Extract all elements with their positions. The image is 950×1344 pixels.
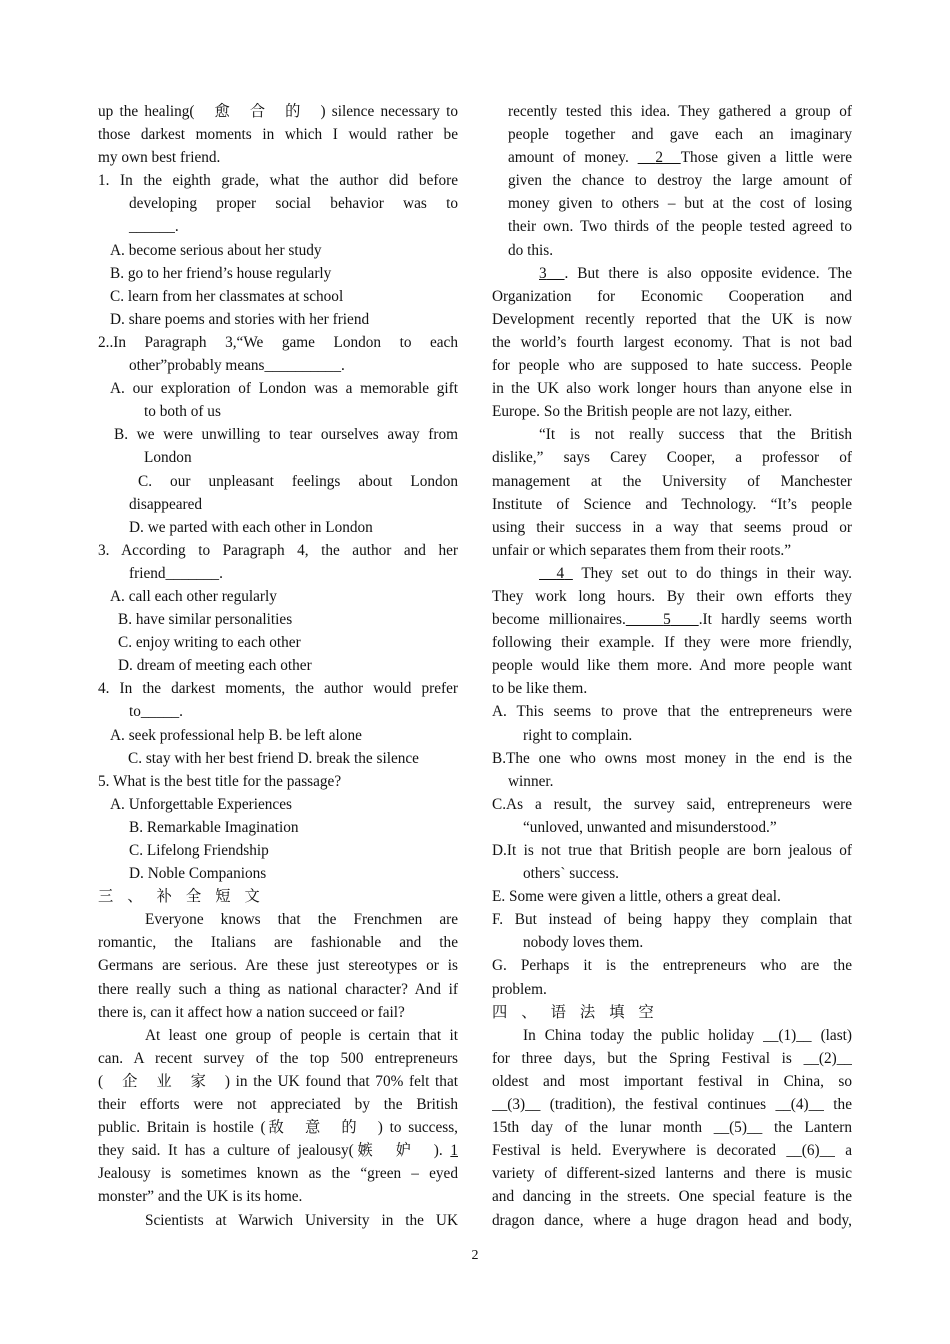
passage-text: . But there is also opposite evidence. The — [564, 264, 852, 282]
passage-text: .It hardly seems worth — [698, 611, 852, 629]
blank-2-number: 2 — [655, 149, 663, 167]
blank-1: 1 — [450, 1142, 458, 1160]
passage-line: people together and gave each an imaginary — [508, 126, 852, 144]
question-3-option-c: C. enjoy writing to each other — [118, 634, 301, 652]
passage-line: “It is not really success that the British — [539, 426, 852, 444]
question-2-stem: 2..In Paragraph 3,“We game London to each — [98, 333, 458, 351]
grammar-line: Festival is held. Everywhere is decorated __(6)__ a — [492, 1142, 852, 1160]
passage-line: can. A recent survey of the top 500 entrepreneurs — [98, 1049, 458, 1067]
blank-2 — [638, 149, 681, 166]
passage-text: They set out to do things in their way. — [581, 564, 852, 582]
passage-line — [98, 1139, 458, 1162]
question-5-option-b: B. Remarkable Imagination — [129, 818, 299, 836]
option-f: F. But instead of being happy they complain that — [492, 911, 852, 929]
right-column — [492, 100, 852, 1232]
section-heading-4: 四、语法填空 — [492, 1003, 668, 1021]
passage-line: given the chance to destroy the large amount of — [508, 172, 852, 190]
passage-line — [492, 146, 852, 169]
passage-line: their efforts were not appreciated by the British — [98, 1096, 458, 1114]
passage-line: their own. Two thirds of the people tested agreed to — [508, 218, 852, 236]
question-3-option-b: B. have similar personalities — [118, 611, 293, 629]
passage-line: for people who are supposed to hate success. People — [492, 357, 852, 375]
question-5-option-d: D. Noble Companions — [129, 865, 267, 883]
blank-4-number: 4 — [556, 564, 565, 582]
option-a: right to complain. — [523, 726, 633, 744]
blank-5 — [626, 611, 699, 628]
question-3-option-d: D. dream of meeting each other — [118, 657, 312, 675]
text-line: up the healing( 愈 合 的 ) silence necessary to — [98, 103, 458, 120]
grammar-line: variety of different-sized lanterns and there is music — [492, 1165, 852, 1183]
passage-line: At least one group of people is certain that it — [145, 1026, 458, 1044]
passage-line — [492, 562, 852, 585]
passage-line: monster” and the UK is its home. — [98, 1188, 303, 1206]
question-2-option-a: A. our exploration of London was a memorable gift — [110, 380, 458, 398]
option-f: nobody loves them. — [523, 934, 644, 952]
question-5-stem: 5. What is the best title for the passage? — [98, 772, 342, 790]
left-column — [98, 100, 458, 1232]
grammar-line: __(3)__ (tradition), the festival continues __(4)__ the — [492, 1096, 852, 1114]
passage-line: to be like them. — [492, 680, 588, 698]
grammar-line: for three days, but the Spring Festival is __(2)__ — [492, 1049, 852, 1067]
text-line: those darkest moments in which I would rather be — [98, 126, 458, 144]
question-1-option-b: B. go to her friend’s house regularly — [110, 264, 332, 282]
passage-line: ( 企 业 家 ) in the UK found that 70% felt that — [98, 1072, 458, 1090]
passage-line: using their success in a way that seems proud or — [492, 518, 852, 536]
question-3-option-a: A. call each other regularly — [110, 587, 277, 605]
option-b: winner. — [508, 772, 554, 790]
grammar-line: dragon dance, where a huge dragon head and body, — [492, 1211, 852, 1229]
passage-line: do this. — [508, 241, 554, 259]
grammar-line: and dancing in the streets. One special feature is the — [492, 1188, 852, 1206]
option-b: B.The one who owns most money in the end is the — [492, 749, 852, 767]
passage-line: Everyone knows that the Frenchmen are — [145, 911, 458, 929]
option-a: A. This seems to prove that the entrepreneurs were — [492, 703, 852, 721]
question-1-option-d: D. share poems and stories with her friend — [110, 310, 370, 328]
question-2-stem: other”probably means__________. — [129, 357, 345, 375]
question-1-stem: ______. — [129, 218, 179, 236]
option-g: G. Perhaps it is the entrepreneurs who are the — [492, 957, 852, 975]
passage-line: in the UK also work longer hours than anyone else in — [492, 380, 852, 398]
passage-line: Scientists at Warwich University in the UK — [145, 1211, 458, 1229]
question-5-option-a: A. Unforgettable Experiences — [110, 795, 292, 813]
passage-line: the world’s fourth largest economy. That is not bad — [492, 333, 852, 351]
question-5-option-c: C. Lifelong Friendship — [129, 842, 269, 859]
passage-line: Germans are serious. Are these just stereotypes or is — [98, 957, 458, 975]
option-c: “unloved, unwanted and misunderstood.” — [523, 818, 777, 836]
grammar-line: In China today the public holiday __(1)__ (last) — [523, 1026, 852, 1044]
grammar-line: 15th day of the lunar month __(5)__ the Lantern — [492, 1119, 852, 1137]
option-e: E. Some were given a little, others a great deal. — [492, 888, 781, 906]
question-4-stem: 4. In the darkest moments, the author would prefer — [98, 680, 458, 698]
passage-text: become millionaires. — [492, 611, 626, 629]
blank-3 — [539, 265, 565, 282]
passage-line: romantic, the Italians are fashionable and the — [98, 934, 458, 952]
passage-line: there is, can it affect how a nation succeed or fail? — [98, 1003, 405, 1021]
question-2-option-a: to both of us — [144, 403, 221, 421]
option-d: others` success. — [523, 865, 620, 883]
passage-line: Organization for Economic Cooperation and — [492, 287, 852, 305]
question-3-stem: 3. According to Paragraph 4, the author and her — [98, 541, 458, 559]
passage-line: public. Britain is hostile (敌 意 的 ) to success, — [98, 1119, 458, 1137]
question-1-option-c: C. learn from her classmates at school — [110, 287, 344, 305]
passage-line: Development recently reported that the UK is now — [492, 310, 852, 328]
passage-line: management at the University of Manchester — [492, 472, 852, 490]
grammar-line: oldest and most important festival in China, so — [492, 1072, 852, 1090]
question-4-options-cd: C. stay with her best friend D. break the silence — [128, 749, 419, 767]
blank-5-number: 5 — [663, 611, 671, 629]
question-4-stem: to_____. — [129, 703, 183, 721]
question-2-option-b: London — [144, 449, 192, 467]
option-c: C.As a result, the survey said, entrepreneurs were — [492, 795, 852, 813]
blank-3-number: 3 — [539, 264, 547, 282]
question-1-stem: developing proper social behavior was to — [129, 195, 458, 213]
question-1-option-a: A. become serious about her study — [110, 241, 322, 259]
question-2-option-c: C. our unpleasant feelings about London — [138, 472, 458, 490]
passage-line: dislike,” says Carey Cooper, a professor of — [492, 449, 852, 467]
option-g: problem. — [492, 980, 547, 998]
option-d: D.It is not true that British people are born jealous of — [492, 842, 852, 859]
passage-line: Institute of Science and Technology. “It’s people — [492, 495, 852, 513]
passage-line: following their example. If they were more friendly, — [492, 634, 852, 652]
question-2-option-c: disappeared — [129, 495, 203, 513]
passage-line: unfair or which separates them from their roots.” — [492, 541, 792, 559]
blank-4 — [539, 565, 573, 582]
passage-line: They work long hours. By their own efforts they — [492, 587, 852, 605]
passage-line: money given to others – but at the cost of losing — [508, 195, 852, 213]
text-line: my own best friend. — [98, 149, 221, 167]
question-1-stem: 1. In the eighth grade, what the author did before — [98, 172, 458, 190]
passage-line — [492, 262, 852, 285]
passage-line: Jealousy is sometimes known as the “green – eyed — [98, 1165, 458, 1183]
passage-line: Europe. So the British people are not lazy, either. — [492, 403, 793, 421]
passage-line — [492, 608, 852, 631]
passage-line: there really such a thing as national character? And if — [98, 980, 458, 998]
section-heading-3: 三、补全短文 — [98, 888, 274, 906]
question-2-option-d: D. we parted with each other in London — [129, 518, 373, 536]
passage-text: they said. It has a culture of jealousy(嫉 妒 ). — [98, 1142, 443, 1160]
question-2-option-b: B. we were unwilling to tear ourselves away from — [114, 426, 458, 444]
passage-text: Those given a little were — [680, 149, 852, 167]
question-4-options-ab: A. seek professional help B. be left alone — [110, 726, 362, 744]
passage-text: amount of money. — [508, 149, 629, 167]
question-3-stem: friend_______. — [129, 564, 223, 582]
passage-line: recently tested this idea. They gathered a group of — [508, 103, 852, 120]
passage-line: people would like them more. And more people want — [492, 657, 852, 675]
page-number: 2 — [471, 1248, 479, 1263]
